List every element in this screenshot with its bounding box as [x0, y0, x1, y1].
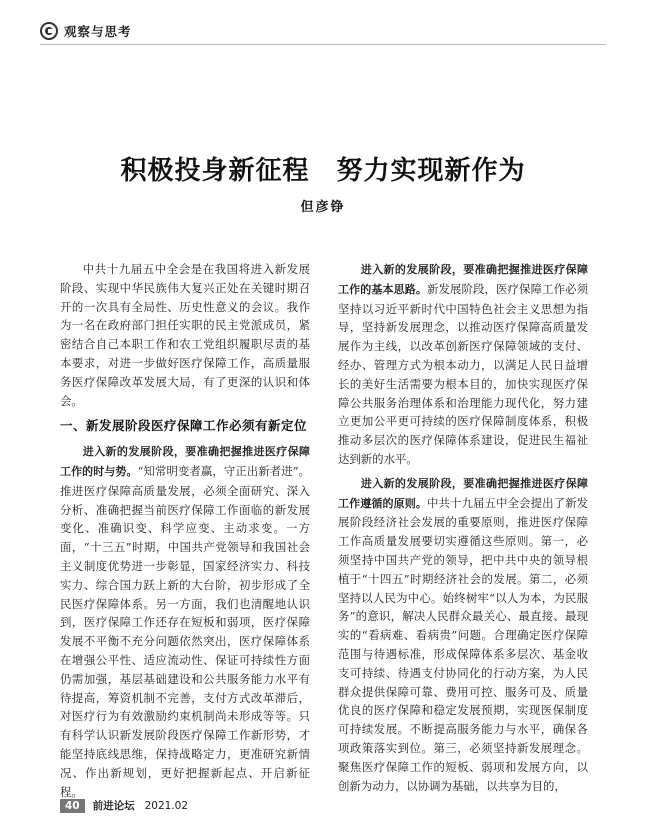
journal-name: 前进论坛: [92, 800, 135, 812]
article-title: 积极投身新征程 努力实现新作为: [120, 156, 526, 186]
paragraph-approach: [338, 260, 588, 469]
section-heading: 一、新发展阶段医疗保障工作必须有新定位: [60, 418, 308, 434]
page-footer: [60, 798, 188, 813]
left-column: [60, 260, 310, 801]
paragraph-body: 中共十九届五中全会提出了新发展阶段经济社会发展的重要原则，推进医疗保障工作高质量发展要切实遵循这些原则。第一，必须坚持中国共产党的领导，把中共中央的领导根植于“十四五”时期经济社会的发展。第二，必须坚持以人民为中心。始终树牢“以人为本，为民服务”的意识，解决人民群众最关心、最直接、最现实的“看病难、看病贵”问题。合理确定医疗保障范围与待遇标准，形成保障体系多层次、基金收支可持续、待遇支付协同化的行动方案，为人民群众提供保障可靠、费用可控、服务可及、质量优良的医疗保障和稳定发展预期，实现医保制度可持续发展。不断提高服务能力与水平，确保各项政策落实到位。第三，必须坚持新发展理念。聚焦医疗保障工作的短板、弱项和发展方向，以创新为动力，以协调为基础，以共享为目的，: [338, 495, 588, 793]
header-divider: [40, 44, 606, 45]
paragraph-timing: [60, 442, 310, 801]
paragraph-lead: 进入新的发展阶段，要准确把握推进医疗保障工作遵循的原则。: [338, 476, 588, 510]
intro-paragraph: 中共十九届五中全会是在我国将进入新发展阶段、实现中华民族伟大复兴正处在关键时期召开的一次具有全局性、历史性意义的会议。我作为一名在政府部门担任实职的民主党派成员，紧密结合自己本职工作和农工党组织履职尽责的基本要求，对进一步做好医疗保障工作，高质量服务医疗保障改革发展大局，有了更深的认识和体会。: [60, 262, 310, 408]
paragraph-body: 新发展阶段，医疗保障工作必须坚持以习近平新时代中国特色社会主义思想为指导，坚持新发展理念，以推动医疗保障高质量发展作为主线，以改革创新医疗保障领域的支付、经办、管理方式为根本动力，以满足人民日益增长的美好生活需要为根本目的，加快实现医疗保障公共服务治理体系和治理能力现代化，努力建立更加公平更可持续的医疗保障制度体系，积极推动多层次的医疗保障体系建设，促进民生福祉达到新的水平。: [338, 281, 588, 466]
paragraph-lead: 进入新的发展阶段，要准确把握推进医疗保障工作的时与势。: [60, 445, 310, 478]
circle-arrow-icon: [40, 22, 58, 40]
paragraph-body: “知常明变者赢，守正出新者进”。推进医疗保障高质量发展，必须全面研究、深入分析、准确把握当前医疗保障工作面临的新发展变化、准确识变、科学应变、主动求变。一方面，“十三五”时期，中国共产党领导和我国社会主义制度优势进一步彰显，国家经济实力、科技实力、综合国力跃上新的大台阶，初步形成了全民医疗保障体系。另一方面，我们也清醒地认识到，医疗保障工作还存在短板和弱项，医疗保障发展不平衡不充分问题依然突出，医疗保障体系在增强公平性、适应流动性、保证可持续性方面仍需加强，基层基础建设和公共服务能力水平有待提高，筹资机制不完善，支付方式改革滞后，对医疗行为有效激励约束机制尚未形成等等。只有科学认识新发展阶段医疗保障工作新形势，才能坚持底线思维，保持战略定力，更准研究新情况、作出新规划，更好把握新起点、开启新征程。: [60, 463, 311, 799]
section-label: 观察与思考: [64, 24, 132, 39]
paragraph-lead: 进入新的发展阶段，要准确把握推进医疗保障工作的基本思路。: [338, 263, 588, 296]
running-header: [40, 20, 132, 42]
paragraph-principles: [338, 474, 588, 796]
article-author: 但彦铮: [300, 200, 346, 215]
issue-number: 2021.02: [144, 799, 189, 812]
page-number: 40: [60, 799, 85, 813]
right-column: [338, 260, 588, 795]
